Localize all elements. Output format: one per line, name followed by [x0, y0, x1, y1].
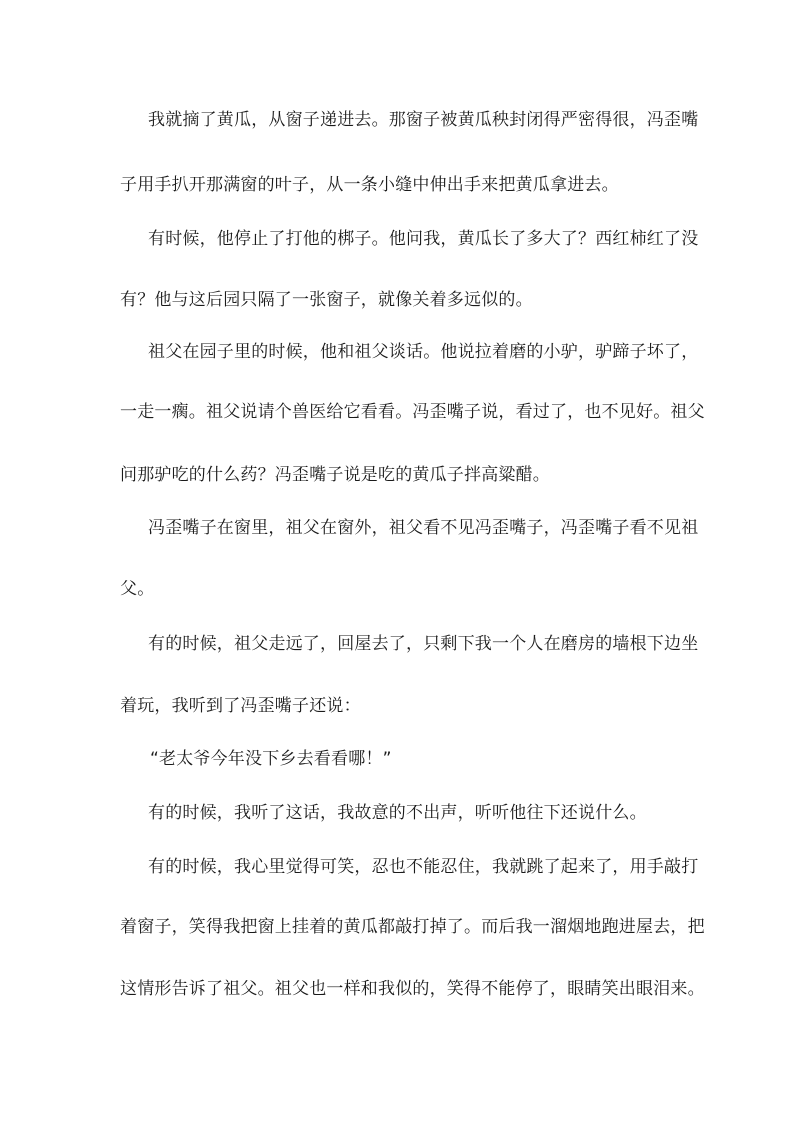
text-line-8: 冯歪嘴子在窗里，祖父在窗外，祖父看不见冯歪嘴子，冯歪嘴子看不见祖	[148, 518, 699, 538]
text-line-2: 子用手扒开那满窗的叶子，从一条小缝中伸出手来把黄瓜拿进去。	[120, 175, 619, 195]
text-line-11: 着玩，我听到了冯歪嘴子还说：	[120, 696, 361, 716]
text-line-16: 这情形告诉了祖父。祖父也一样和我似的，笑得不能停了，眼睛笑出眼泪来。	[120, 979, 705, 999]
text-line-1: 我就摘了黄瓜，从窗子递进去。那窗子被黄瓜秧封闭得严密得很，冯歪嘴	[148, 110, 699, 130]
text-line-5: 祖父在园子里的时候，他和祖父谈话。他说拉着磨的小驴，驴蹄子坏了，	[148, 342, 699, 362]
text-line-7: 问那驴吃的什么药？冯歪嘴子说是吃的黄瓜子拌高粱醋。	[120, 465, 550, 485]
text-line-3: 有时候，他停止了打他的梆子。他问我，黄瓜长了多大了？西红柿红了没	[148, 229, 699, 249]
text-line-10: 有的时候，祖父走远了，回屋去了，只剩下我一个人在磨房的墙根下边坐	[148, 634, 699, 654]
text-line-6: 一走一瘸。祖父说请个兽医给它看看。冯歪嘴子说，看过了，也不见好。祖父	[120, 402, 705, 422]
quote-line: “老太爷今年没下乡去看看哪！”	[150, 749, 392, 769]
text-line-15: 着窗子，笑得我把窗上挂着的黄瓜都敲打掉了。而后我一溜烟地跑进屋去，把	[120, 917, 705, 937]
text-line-4: 有？他与这后园只隔了一张窗子，就像关着多远似的。	[120, 290, 533, 310]
text-line-13: 有的时候，我听了这话，我故意的不出声，听听他往下还说什么。	[148, 803, 647, 823]
text-line-14: 有的时候，我心里觉得可笑，忍也不能忍住，我就跳了起来了，用手敲打	[148, 857, 699, 877]
text-line-9: 父。	[120, 579, 155, 599]
